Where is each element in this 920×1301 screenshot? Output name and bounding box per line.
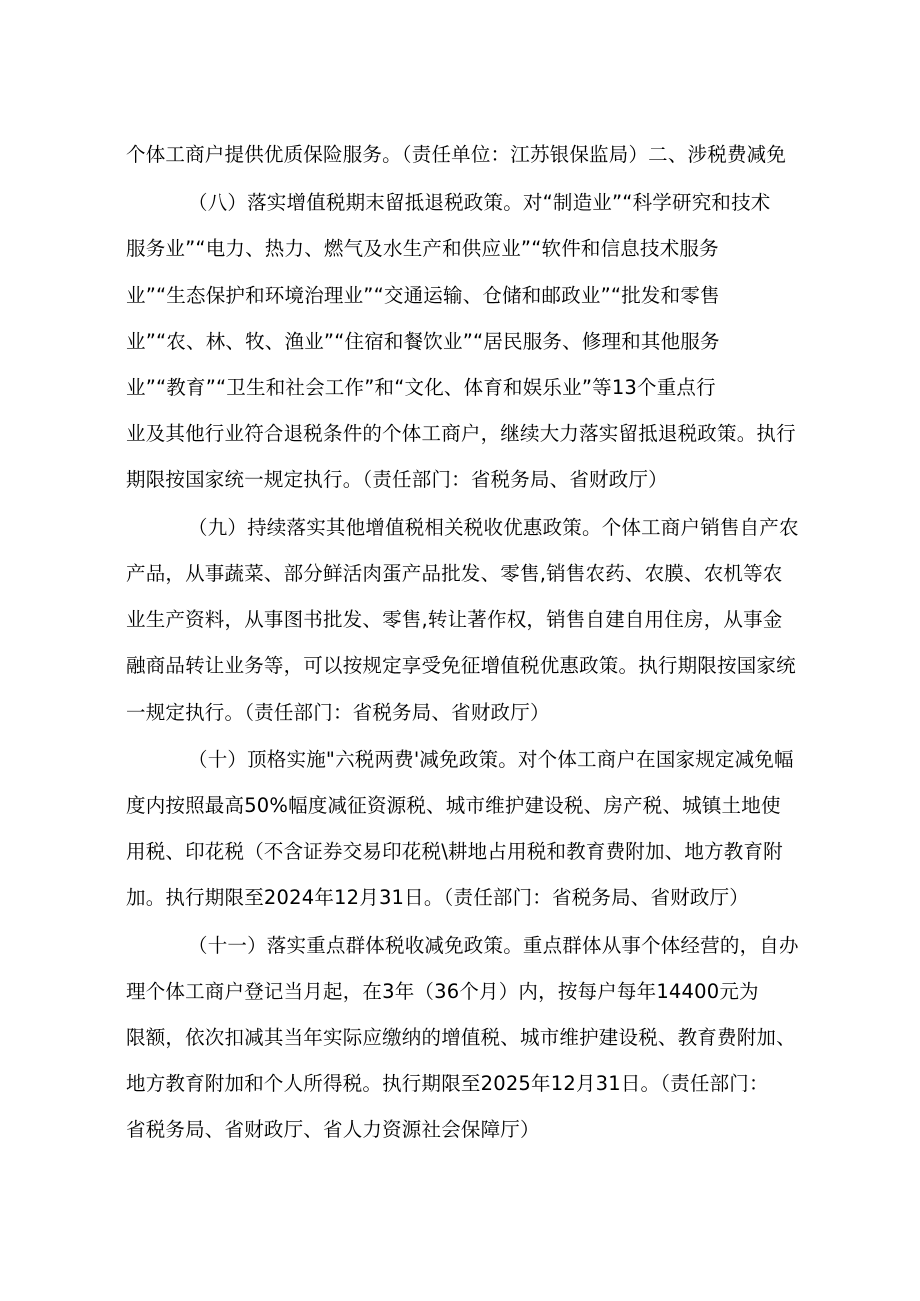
text-line-16: 用税、印花税（不含证券交易印花税\耕地占用税和教育费附加、地方教育附 bbox=[126, 840, 783, 863]
text-line-4: 业”“生态保护和环境治理业”“交通运输、仓储和邮政业”“批发和零售 bbox=[126, 284, 720, 307]
text-line-14: （十）顶格实施"六税两费'减免政策。对个体工商户在国家规定减免幅 bbox=[188, 748, 794, 771]
text-line-12: 融商品转让业务等，可以按规定享受免征增值税优惠政策。执行期限按国家统 bbox=[126, 654, 796, 677]
text-line-21: 地方教育附加和个人所得税。执行期限至2025年12月31日。（责任部门： bbox=[126, 1072, 769, 1095]
text-line-5: 业”“农、林、牧、渔业”“住宿和餐饮业”“居民服务、修理和其他服务 bbox=[126, 330, 720, 353]
text-line-17: 加。执行期限至2024年12月31日。（责任部门：省税务局、省财政厅） bbox=[126, 886, 750, 909]
text-line-1: 个体工商户提供优质保险服务。（责任单位：江苏银保监局）二、涉税费减免 bbox=[126, 143, 787, 166]
text-line-18: （十一）落实重点群体税收减免政策。重点群体从事个体经营的，自办 bbox=[188, 934, 799, 957]
text-line-15: 度内按照最高50%幅度减征资源税、城市维护建设税、房产税、城镇土地使 bbox=[126, 794, 781, 817]
text-line-9: （九）持续落实其他增值税相关税收优惠政策。个体工商户销售自产农 bbox=[188, 516, 799, 539]
text-line-19: 理个体工商户登记当月起，在3年（36个月）内，按每户每年14400元为 bbox=[126, 980, 759, 1003]
text-line-8: 期限按国家统一规定执行。（责任部门：省税务局、省财政厅） bbox=[126, 468, 668, 491]
text-line-11: 业生产资料，从事图书批发、零售,转让著作权，销售自建自用住房，从事金 bbox=[126, 608, 783, 631]
text-line-10: 产品，从事蔬菜、部分鲜活肉蛋产品批发、零售,销售农药、农膜、农机等农 bbox=[126, 562, 783, 585]
text-line-13: 一规定执行。（责任部门：省税务局、省财政厅） bbox=[126, 701, 550, 724]
text-line-20: 限额，依次扣减其当年实际应缴纳的增值税、城市维护建设税、教育费附加、 bbox=[126, 1026, 796, 1049]
text-line-22: 省税务局、省财政厅、省人力资源社会保障厅） bbox=[126, 1118, 540, 1141]
text-line-2: （八）落实增值税期末留抵退税政策。对“制造业”“科学研究和技术 bbox=[188, 191, 771, 214]
text-line-7: 业及其他行业符合退税条件的个体工商户，继续大力落实留抵退税政策。执行 bbox=[126, 422, 796, 445]
text-line-6: 业”“教育”“卫生和社会工作”和“文化、体育和娱乐业”等13个重点行 bbox=[126, 376, 716, 399]
text-line-3: 服务业”“电力、热力、燃气及水生产和供应业”“软件和信息技术服务 bbox=[126, 237, 719, 260]
